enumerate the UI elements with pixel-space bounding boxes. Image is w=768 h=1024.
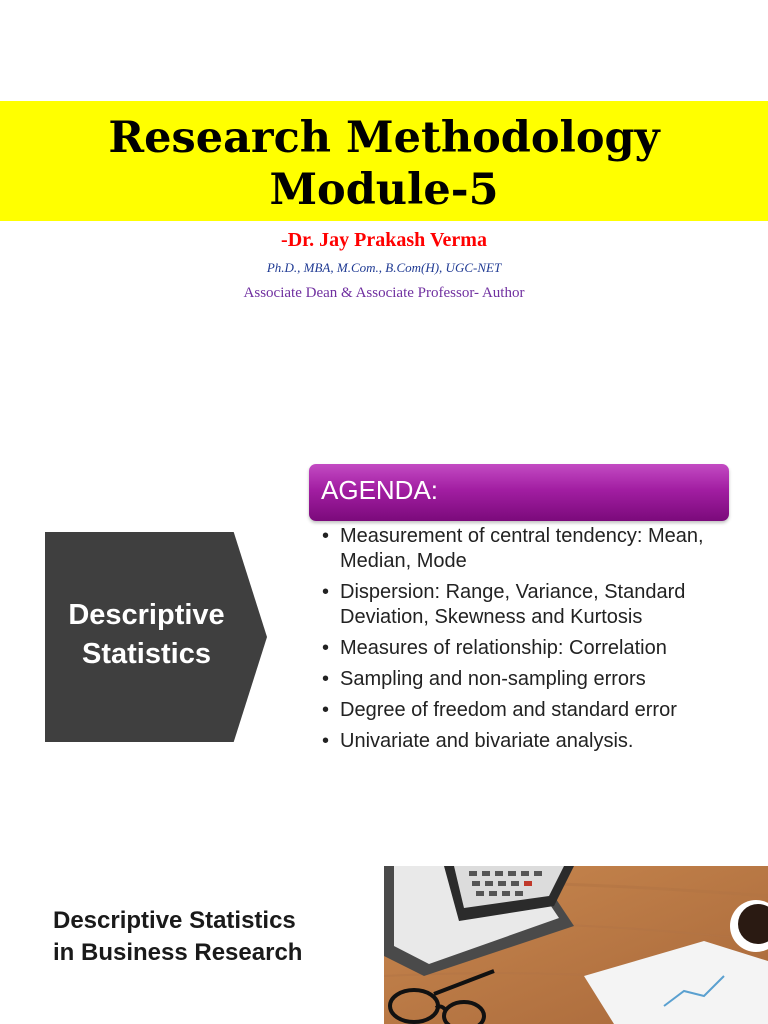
agenda-item: • Sampling and non-sampling errors bbox=[322, 668, 646, 690]
bullet-icon: • bbox=[322, 668, 330, 690]
author-name: -Dr. Jay Prakash Verma bbox=[281, 229, 487, 251]
agenda-item: • Measurement of central tendency: Mean, Median, Mode bbox=[322, 525, 704, 572]
bullet-icon: • bbox=[322, 637, 330, 659]
slide-title-line2: Module-5 bbox=[269, 165, 499, 215]
agenda-title: AGENDA: bbox=[321, 475, 439, 505]
topic-label-line2: Statistics bbox=[82, 638, 211, 670]
agenda-item: • Measures of relationship: Correlation bbox=[322, 637, 667, 659]
author-role: Associate Dean & Associate Professor- Author bbox=[243, 285, 525, 301]
agenda-item: • Degree of freedom and standard error bbox=[322, 699, 677, 721]
author-qualifications: Ph.D., MBA, M.Com., B.Com(H), UGC-NET bbox=[266, 260, 502, 275]
topic-label-line1: Descriptive bbox=[68, 599, 225, 631]
bullet-icon: • bbox=[322, 581, 330, 603]
desk-photo bbox=[384, 866, 768, 1024]
slide-title-line1: Research Methodology bbox=[108, 113, 660, 163]
bullet-icon: • bbox=[322, 525, 330, 547]
bullet-icon: • bbox=[322, 730, 330, 752]
agenda-item: • Dispersion: Range, Variance, Standard Deviation, Skewness and Kurtosis bbox=[322, 581, 686, 628]
agenda-list bbox=[322, 524, 732, 760]
agenda-item: • Univariate and bivariate analysis. bbox=[322, 730, 634, 752]
next-slide-title: Descriptive Statistics in Business Research bbox=[53, 907, 303, 966]
bullet-icon: • bbox=[322, 699, 330, 721]
topic-label bbox=[45, 596, 248, 674]
agenda-header bbox=[309, 464, 729, 521]
